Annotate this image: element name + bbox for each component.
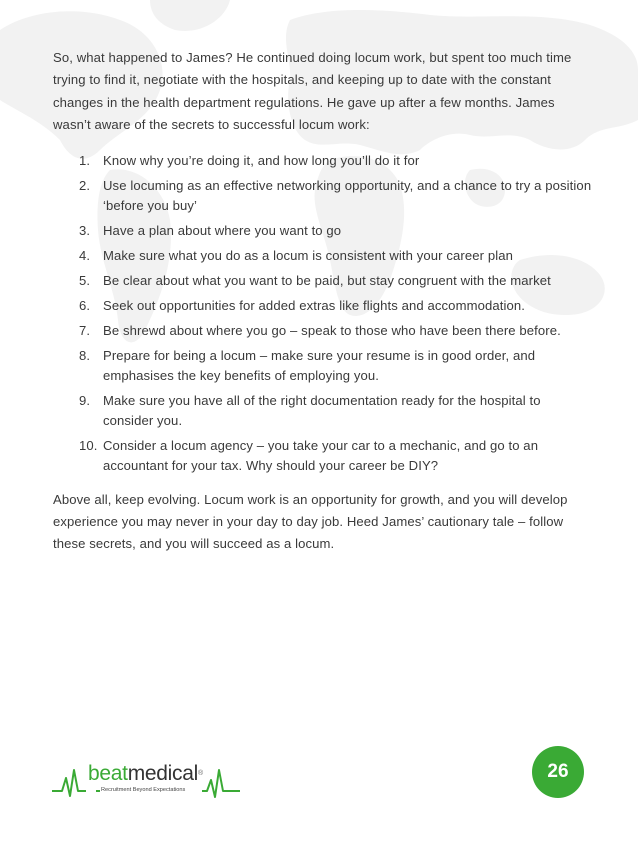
- list-number: 10.: [79, 437, 98, 453]
- list-number: 3.: [79, 222, 91, 238]
- beatmedical-logo: [52, 764, 242, 800]
- list-item-text: Use locuming as an effective networking opportunity, and a chance to try a position ‘before you buy’: [103, 177, 592, 213]
- list-item-text: Make sure what you do as a locum is consistent with your career plan: [103, 247, 513, 263]
- list-item: [53, 436, 593, 476]
- list-number: 9.: [79, 392, 91, 408]
- intro-paragraph: So, what happened to James? He continued doing locum work, but spent too much time trying to find it, negotiate with the hospitals, and keeping up to date with the constant changes in the health department regulations. He gave up after a few months. James wasn’t aware of the secrets to successful locum work:: [53, 50, 572, 133]
- list-item: [53, 221, 593, 241]
- list-item: [53, 346, 593, 386]
- list-item-text: Consider a locum agency – you take your car to a mechanic, and go to an accountant for your tax. Why should your career be DIY?: [103, 437, 539, 473]
- list-item-text: Be clear about what you want to be paid, but stay congruent with the market: [103, 272, 551, 288]
- list-item: [53, 296, 593, 316]
- list-item-text: Seek out opportunities for added extras like flights and accommodation.: [103, 297, 525, 313]
- list-item-text: Make sure you have all of the right documentation ready for the hospital to consider you.: [103, 392, 541, 428]
- list-number: 2.: [79, 177, 91, 193]
- list-item-text: Have a plan about where you want to go: [103, 222, 342, 238]
- list-item: [53, 321, 593, 341]
- list-item-text: Prepare for being a locum – make sure your resume is in good order, and emphasises the key benefits of employing you.: [103, 347, 536, 383]
- list-item: [53, 246, 593, 266]
- list-number: 7.: [79, 322, 91, 338]
- closing-paragraph: Above all, keep evolving. Locum work is an opportunity for growth, and you will develop experience you may never in your day to day job. Heed James’ cautionary tale – follow these secrets, and you will succeed as a locum.: [53, 491, 568, 552]
- list-item: [53, 151, 593, 171]
- logo-wordmark: beatmedical®: [88, 762, 203, 785]
- logo-tagline: Recruitment Beyond Expectations: [101, 787, 186, 793]
- page-body: [53, 47, 593, 556]
- list-item: [53, 176, 593, 216]
- list-number: 6.: [79, 297, 91, 313]
- secrets-list: [53, 151, 593, 476]
- list-item-text: Know why you’re doing it, and how long you’ll do it for: [103, 152, 420, 168]
- list-item-text: Be shrewd about where you go – speak to those who have been there before.: [103, 322, 561, 338]
- list-number: 8.: [79, 347, 91, 363]
- list-number: 5.: [79, 272, 91, 288]
- page-number-badge: 26: [532, 746, 584, 798]
- list-item: [53, 271, 593, 291]
- list-number: 4.: [79, 247, 91, 263]
- list-item: [53, 391, 593, 431]
- list-number: 1.: [79, 152, 91, 168]
